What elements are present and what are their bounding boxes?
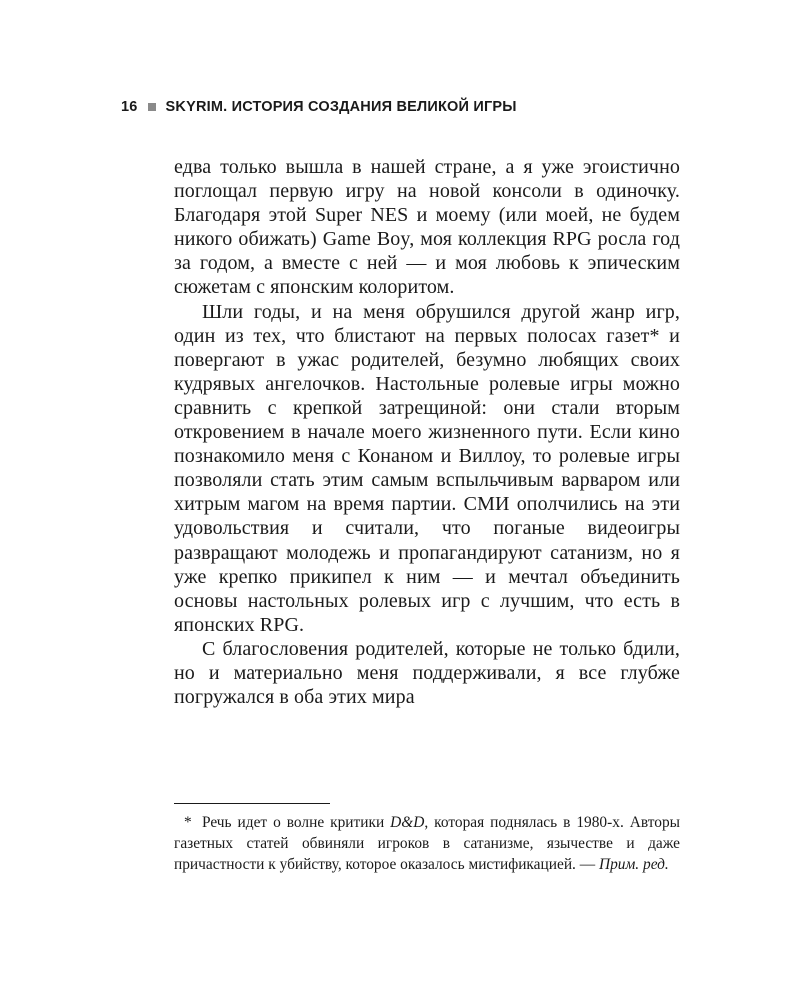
page-number: 16	[121, 99, 138, 115]
paragraph-2: Шли годы, и на меня обрушился другой жанр игр, один из тех, что блистают на первых полосах газет* и повергают в ужас родителей, безумно любящих своих кудрявых ангелочков. Настольные ролевые игры можно сравнить с крепкой затрещиной: они стали вторым откровением в начале моего жизненного пути. Если кино познакомило меня с Конаном и Виллоу, то ролевые игры позволяли стать этим самым вспыльчивым варваром или хитрым магом на время партии. СМИ ополчились на эти удовольствия и считали, что поганые видеоигры развращают молодежь и пропагандируют сатанизм, но я уже крепко прикипел к ним — и мечтал объединить основы настольных ролевых игр с лучшим, что есть в японских RPG.	[174, 300, 680, 636]
main-text	[174, 155, 680, 709]
running-header	[121, 95, 517, 119]
footnote-marker: *	[184, 814, 192, 831]
footnote-editor-note: Прим. ред.	[598, 856, 669, 874]
footnote-text-start: Речь идет о волне критики	[202, 814, 391, 831]
footnote	[174, 812, 680, 876]
footnote-dnd-title: D&D	[390, 814, 425, 831]
footnote-divider	[174, 803, 330, 804]
paragraph-1: едва только вышла в нашей стране, а я уже эгоистично поглощал первую игру на новой консоли в одиночку. Благодаря этой Super NES и моему (или моей, не будем никого обижать) Game Boy, моя коллекция RPG росла год за годом, а вместе с ней — и моя любовь к эпическим сюжетам с японским колоритом.	[174, 156, 680, 299]
header-square-icon	[148, 103, 156, 111]
paragraph-3: С благословения родителей, которые не только бдили, но и материально меня поддерживали, я все глубже погружался в оба этих мира	[174, 637, 680, 709]
book-title: SKYRIM. ИСТОРИЯ СОЗДАНИЯ ВЕЛИКОЙ ИГРЫ	[165, 99, 517, 115]
footnote-text-end: , которая поднялась в 1980-х. Авторы газетных статей обвиняли игроков в сатанизме, язычестве и даже причастности к убийству, которое оказалось мистификацией. —	[174, 814, 680, 874]
